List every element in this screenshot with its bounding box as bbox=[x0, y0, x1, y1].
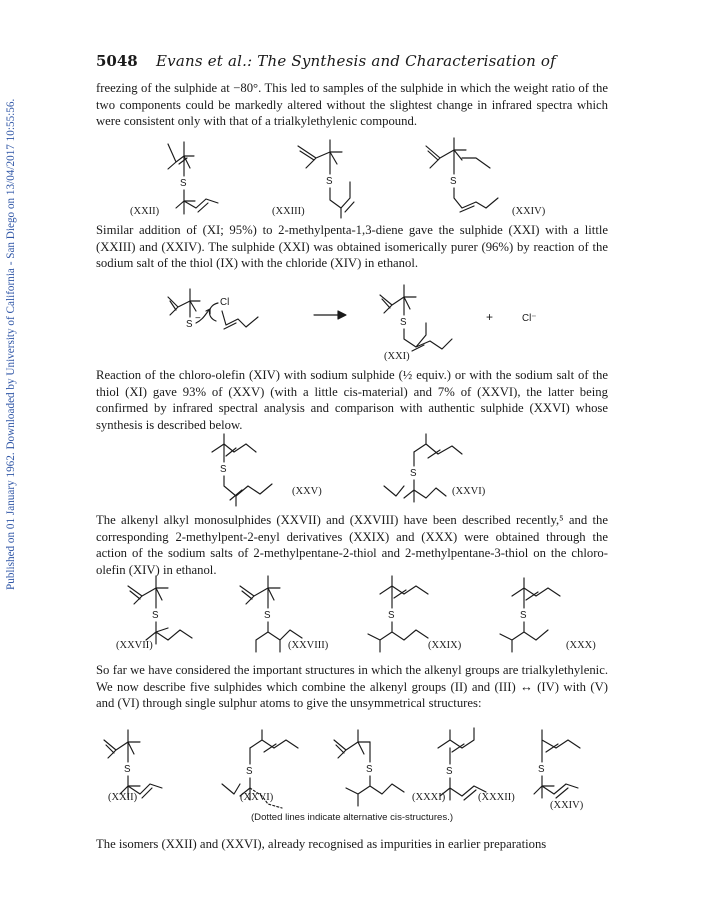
figure-row-3 bbox=[0, 432, 725, 510]
structure-xxviii bbox=[240, 576, 329, 652]
figure-row-1 bbox=[0, 128, 725, 228]
sulfur-atom: S bbox=[220, 464, 227, 475]
sulfur-atom: S bbox=[180, 178, 187, 189]
sulfur-atom: S bbox=[410, 468, 417, 479]
sulfur-atom: S bbox=[450, 176, 457, 187]
structure-xxvi bbox=[384, 434, 486, 502]
sulfur-atom: S bbox=[124, 764, 131, 775]
sulfur-atom: S bbox=[388, 610, 395, 621]
label-xxv: (XXV) bbox=[292, 486, 322, 497]
sidenote-text: Published on 01 January 1962. Downloaded by University of California - San Diego on 13/04/2017 10:55:56. bbox=[5, 98, 17, 590]
label-xxvi-b: (XXVI) bbox=[240, 792, 274, 803]
sulfur-atom: S bbox=[264, 610, 271, 621]
sulfur-atom: S bbox=[326, 176, 333, 187]
sulfur-atom: S bbox=[246, 766, 253, 777]
sulfur-atom: S bbox=[400, 317, 407, 328]
structure-xxiv-b bbox=[534, 730, 584, 811]
structure-xxxi bbox=[334, 730, 446, 806]
structure-xxvi-b bbox=[222, 730, 298, 808]
plus-sign: + bbox=[486, 310, 494, 324]
structure-xxv bbox=[212, 434, 322, 506]
reactant-thiolate bbox=[168, 289, 258, 330]
paragraph-6: The isomers (XXII) and (XXVI), already recognised as impurities in earlier preparations bbox=[96, 837, 547, 851]
product-xxi bbox=[380, 285, 452, 362]
structure-xxiii bbox=[272, 140, 354, 218]
chloride-ion: Cl⁻ bbox=[522, 313, 537, 324]
label-xxiv: (XXIV) bbox=[512, 206, 546, 217]
chlorine-atom: Cl bbox=[220, 297, 230, 308]
structure-xxvii bbox=[116, 576, 192, 651]
label-xxxii: (XXXII) bbox=[478, 792, 515, 803]
figure-row-5 bbox=[0, 726, 725, 811]
sulfur-atom: S bbox=[446, 766, 453, 777]
structure-xxx bbox=[500, 578, 596, 652]
structure-xxix bbox=[368, 576, 462, 652]
page-header bbox=[96, 52, 608, 72]
label-xxiv-b: (XXIV) bbox=[550, 800, 584, 811]
charge-minus: − bbox=[195, 313, 201, 324]
sulfur-anion: S bbox=[186, 319, 193, 330]
sulfur-atom: S bbox=[366, 764, 373, 775]
figure-caption: (Dotted lines indicate alternative cis-structures.) bbox=[250, 812, 454, 823]
structure-xxxii bbox=[438, 728, 515, 803]
reaction-arrow bbox=[314, 311, 346, 319]
paragraph-2: Similar addition of (XI; 95%) to 2-methylpenta-1,3-diene gave the sulphide (XXI) with a little (XXIII) and (XXIV). The sulphide (XXI) was obtained isomerically purer (96%) by reaction of the sodium salt of the thiol (IX) with the chloride (XIV) in ethanol. bbox=[96, 223, 608, 271]
label-xxxi: (XXXI) bbox=[412, 792, 446, 803]
figure-row-4 bbox=[0, 572, 725, 657]
label-xxviii: (XXVIII) bbox=[288, 640, 329, 651]
structure-xxii-b bbox=[104, 730, 162, 803]
structure-xxiv bbox=[426, 138, 546, 217]
label-xxiii: (XXIII) bbox=[272, 206, 305, 217]
sulfur-atom: S bbox=[538, 764, 545, 775]
label-xxvii: (XXVII) bbox=[116, 640, 153, 651]
paragraph-3: Reaction of the chloro-olefin (XIV) with sodium sulphide (½ equiv.) or with the sodium salt of the thiol (XI) gave 93% of (XXV) (with a little cis-material) and 7% of (XXVI), the latter being confirmed by infrared spectral analysis and comparison with authentic sulphide (XXVI) whose synthesis is described below. bbox=[96, 368, 608, 432]
label-xxi: (XXI) bbox=[384, 351, 410, 362]
label-xxx: (XXX) bbox=[566, 640, 596, 651]
running-title: Evans et al.: The Synthesis and Characterisation of bbox=[156, 52, 556, 70]
figure-reaction-scheme bbox=[0, 283, 725, 363]
label-xxii-b: (XXII) bbox=[108, 792, 138, 803]
sulfur-atom: S bbox=[152, 610, 159, 621]
label-xxix: (XXIX) bbox=[428, 640, 462, 651]
label-xxii: (XXII) bbox=[130, 206, 160, 217]
curly-arrow-2 bbox=[209, 303, 218, 321]
paragraph-5: So far we have considered the important structures in which the alkenyl groups are trialkylethylenic. We now describe five sulphides which combine the alkenyl groups (II) and (III) ↔ (IV) with (V) and (VI) through single sulphur atoms to give the unsymmetrical structures: bbox=[96, 663, 608, 711]
paragraph-4: The alkenyl alkyl monosulphides (XXVII) and (XXVIII) have been described recently,⁵ and the corresponding 2-methylpent-2-enyl derivatives (XXIX) and (XXX) were obtained through the action of the sodium salts of 2-methylpentane-2-thiol and 2-methylpentane-3-thiol on the chloro-olefin (XIV) in ethanol. bbox=[96, 513, 608, 577]
label-xxvi: (XXVI) bbox=[452, 486, 486, 497]
sulfur-atom: S bbox=[520, 610, 527, 621]
structure-xxii bbox=[130, 142, 218, 217]
page-number: 5048 bbox=[96, 52, 138, 70]
paragraph-1: freezing of the sulphide at −80°. This led to samples of the sulphide in which the weight ratio of the two components could be markedly altered without the slightest change in infrared spectra which were consistent only with that of a trialkylethylenic compound. bbox=[96, 81, 608, 129]
